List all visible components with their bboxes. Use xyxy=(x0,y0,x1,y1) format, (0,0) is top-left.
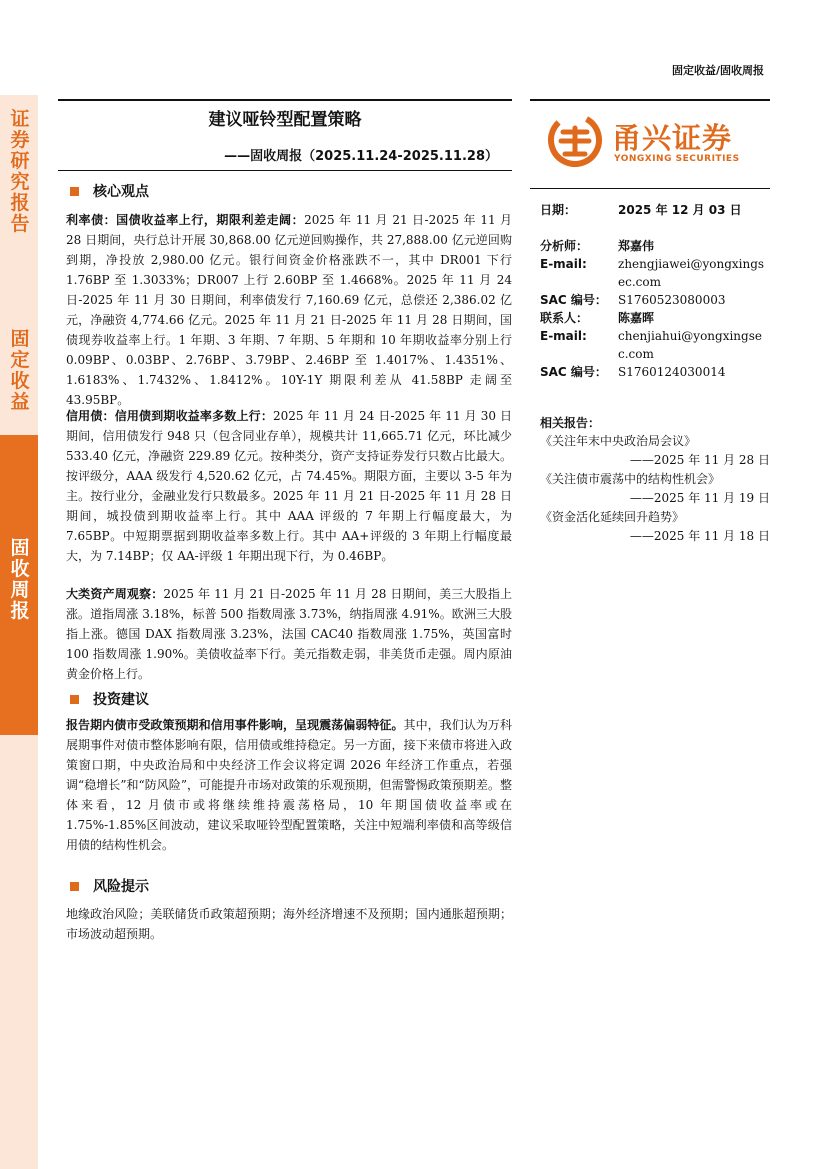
date-label: 日期： xyxy=(540,203,577,217)
analyst-sac-number: S1760523080003 xyxy=(618,293,726,307)
contact-sac-number: S1760124030014 xyxy=(618,365,726,379)
paragraph-invest-lead: 报告期内债市受政策预期和信用事件影响，呈现震荡偏弱特征。 xyxy=(66,718,404,732)
related-report-date: ——2025 年 11 月 19 日 xyxy=(629,491,770,505)
square-bullet-icon xyxy=(70,187,79,196)
related-report-title[interactable]: 《关注年末中央政治局会议》 xyxy=(540,434,697,448)
contact-email-link[interactable]: chenjiahui@yongxingsec.com xyxy=(618,329,762,361)
logo-name-en: YONGXING SECURITIES xyxy=(614,154,740,164)
company-logo xyxy=(545,110,765,170)
email-label: E-mail: xyxy=(540,257,587,271)
section-heading-core xyxy=(66,181,149,201)
sidebar-bottom-band xyxy=(0,735,38,1169)
square-bullet-icon xyxy=(70,695,79,704)
section-heading-risk-text: 风险提示 xyxy=(93,879,149,895)
analyst-name: 郑嘉伟 xyxy=(618,239,655,253)
section-heading-risk xyxy=(66,876,149,896)
section-heading-core-text: 核心观点 xyxy=(93,184,149,200)
paragraph-assets xyxy=(66,584,512,684)
report-subtitle: ——固收周报（2025.11.24-2025.11.28） xyxy=(224,149,498,164)
info-panel xyxy=(540,201,775,381)
related-report-date: ——2025 年 11 月 28 日 xyxy=(629,453,770,467)
square-bullet-icon xyxy=(70,882,79,891)
info-row-analyst-sac xyxy=(540,291,775,309)
contact-name: 陈嘉晖 xyxy=(618,311,655,325)
header-category: 固定收益/固收周报 xyxy=(671,64,764,77)
sidebar-mid-band xyxy=(0,435,38,735)
analyst-email-link[interactable]: zhengjiawei@yongxingsec.com xyxy=(618,257,765,289)
section-heading-invest-text: 投资建议 xyxy=(93,692,149,708)
paragraph-invest xyxy=(66,715,512,855)
logo-name-cn: 甬兴证券 xyxy=(612,121,733,155)
title-top-rule xyxy=(58,99,512,101)
related-reports-list xyxy=(540,432,770,546)
sidebar-top-band xyxy=(0,95,38,435)
logo-bottom-rule xyxy=(530,188,770,189)
sac-label: SAC 编号： xyxy=(540,365,607,379)
info-row-date xyxy=(540,201,775,219)
paragraph-risk: 地缘政治风险；美联储货币政策超预期；海外经济增速不及预期；国内通胀超预期；市场波动超预期。 xyxy=(66,907,512,941)
paragraph-credit xyxy=(66,406,512,566)
logo-mark-icon xyxy=(545,110,605,170)
sac-label: SAC 编号： xyxy=(540,293,607,307)
paragraph-credit-lead: 信用债：信用债到期收益率多数上行： xyxy=(66,409,273,423)
analyst-label: 分析师： xyxy=(540,239,589,253)
paragraph-rates xyxy=(66,210,512,410)
paragraph-assets-lead: 大类资产周观察： xyxy=(66,587,164,601)
paragraph-invest-body: 其中，我们认为万科展期事件对债市整体影响有限，信用债或维持稳定。另一方面，接下来债市将进入政策窗口期，中央政治局和中央经济工作会议将定调 2026 年经济工作重点，若强调“稳增长”和“防风险”，可能提升市场对政策的乐观预期，但需警惕政策预期差。整体来看，12 月债市或将继续维持震荡格局，10 年期国债收益率或在 1.75%-1.85%区间波动，建议采取哑铃型配置策略，关注中短端利率债和高等级信用债的结构性机会。 xyxy=(66,718,512,852)
info-row-contact-email xyxy=(540,327,775,363)
paragraph-rates-lead: 利率债：国债收益率上行，期限利差走阔： xyxy=(66,213,305,227)
related-report-title[interactable]: 《关注债市震荡中的结构性机会》 xyxy=(540,472,721,486)
logo-top-rule xyxy=(530,99,770,101)
section-heading-invest xyxy=(66,689,149,709)
contact-label: 联系人： xyxy=(540,311,589,325)
paragraph-credit-body: 2025 年 11 月 24 日-2025 年 11 月 30 日期间，信用债发行 948 只（包含同业存单），规模共计 11,665.71 亿元，环比减少 533.40 亿元，净融资 229.89 亿元。按种类分，资产支持证券发行只数占比最大。按评级分，AAA 级发行 4,520.62 亿元，占 74.45%。期限方面，主要以 3-5 年为主。按行业分，金融业发行只数最多。2025 年 11 月 21 日-2025 年 11 月 28 日期间，城投债到期收益率上行。其中 AAA 评级的 7 年期上行幅度最大，为 7.65BP。中短期票据到期收益率多数上行。其中 AA+评级的 3 年期上行幅度最大，为 7.14BP；仅 AA-评级 1 年期出现下行，为 0.46BP。 xyxy=(66,409,512,563)
report-title: 建议哑铃型配置策略 xyxy=(208,110,362,130)
email-label: E-mail: xyxy=(540,329,587,343)
related-report-date: ——2025 年 11 月 18 日 xyxy=(629,529,770,543)
related-report-title[interactable]: 《资金活化延续回升趋势》 xyxy=(540,510,685,524)
info-row-analyst xyxy=(540,237,775,255)
sidebar-label-weekly: 固收周报 xyxy=(10,537,30,622)
paragraph-assets-body: 2025 年 11 月 21 日-2025 年 11 月 28 日期间，美三大股指上涨。道指周涨 3.18%，标普 500 指数周涨 3.73%，纳指周涨 4.91%。欧洲三大股指上涨。德国 DAX 指数周涨 3.23%，法国 CAC40 指数周涨 1.75%，英国富时 100 指数周涨 1.90%。美债收益率下行。美元指数走弱，非美货币走强。周内原油黄金价格上行。 xyxy=(66,587,512,681)
sidebar-label-report-type: 证券研究报告 xyxy=(10,108,30,235)
related-reports-heading: 相关报告： xyxy=(540,416,601,430)
sidebar-label-category: 固定收益 xyxy=(10,328,30,413)
info-row-analyst-email xyxy=(540,255,775,291)
info-row-contact xyxy=(540,309,775,327)
title-bottom-rule xyxy=(58,170,512,171)
info-row-contact-sac xyxy=(540,363,775,381)
paragraph-rates-body: 2025 年 11 月 21 日-2025 年 11 月 28 日期间，央行总计开展 30,868.00 亿元逆回购操作，共 27,888.00 亿元逆回购到期，净投放 2,980.00 亿元。银行间资金价格涨跌不一，其中 DR001 下行 1.76BP 至 1.3033%；DR007 上行 2.60BP 至 1.4668%。2025 年 11 月 24 日-2025 年 11 月 30 日期间，利率债发行 7,160.69 亿元，总偿还 2,386.02 亿元，净融资 4,774.66 亿元。2025 年 11 月 21 日-2025 年 11 月 28 日期间，国债现券收益率上行。1 年期、3 年期、7 年期、5 年期和 10 年期收益率分别上行 0.09BP、0.03BP、2.76BP、3.79BP、2.46BP 至 1.4017%、1.4351%、1.6183%、1.7432%、1.8412%。10Y-1Y 期限利差从 41.58BP 走阔至 43.95BP。 xyxy=(66,213,512,407)
report-date: 2025 年 12 月 03 日 xyxy=(618,203,742,217)
